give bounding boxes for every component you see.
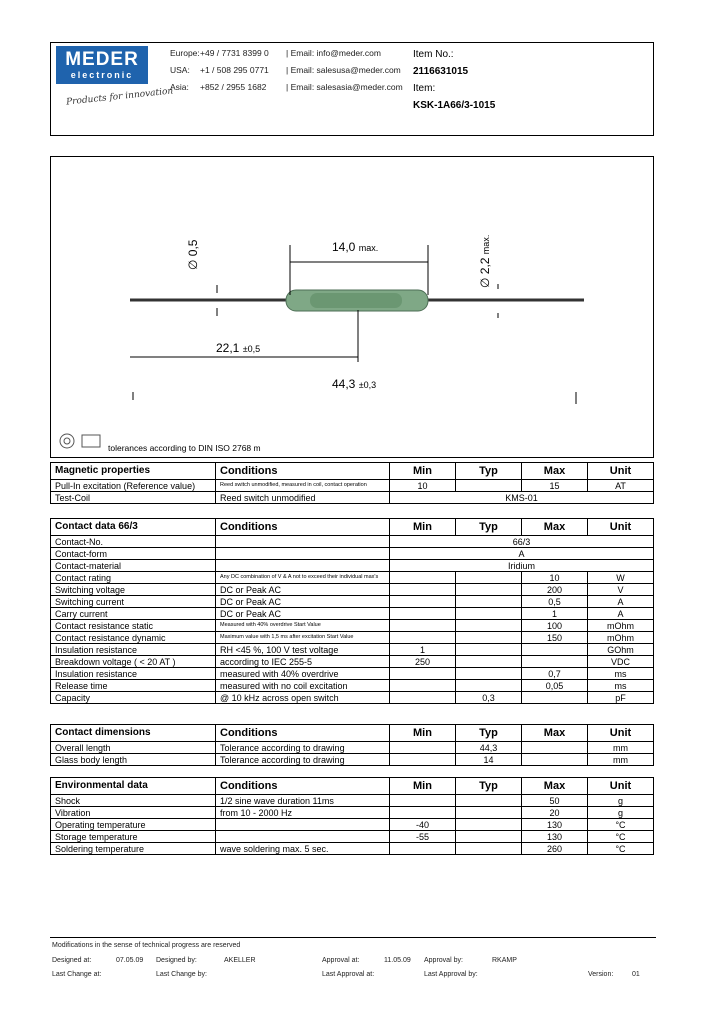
contact-phone-asia: +852 / 2955 1682 xyxy=(200,82,267,92)
row-typ xyxy=(456,620,522,632)
row-name: Breakdown voltage ( < 20 AT ) xyxy=(51,656,216,668)
table-row xyxy=(51,560,654,572)
col-max: Max xyxy=(522,519,588,536)
row-span-value: A xyxy=(390,548,654,560)
row-span-value: 66/3 xyxy=(390,536,654,548)
table-row xyxy=(51,668,654,680)
approval-by-label: Approval by: xyxy=(424,957,463,964)
row-name: Release time xyxy=(51,680,216,692)
row-unit: GOhm xyxy=(588,644,654,656)
row-cond: Any DC combination of V & A not to exceed their individual max's xyxy=(216,572,390,584)
row-unit: W xyxy=(588,572,654,584)
row-cond: DC or Peak AC xyxy=(216,584,390,596)
projection-symbol xyxy=(64,438,70,444)
table-header-row xyxy=(51,778,654,795)
dim-lead-length-tol: ±0,5 xyxy=(242,344,261,354)
table-row xyxy=(51,795,654,807)
row-cond: 1/2 sine wave duration 11ms xyxy=(216,795,390,807)
row-name: Test-Coil xyxy=(51,492,216,504)
row-min xyxy=(390,843,456,855)
table-row xyxy=(51,632,654,644)
row-span-value: KMS-01 xyxy=(390,492,654,504)
row-typ xyxy=(456,584,522,596)
row-unit: g xyxy=(588,807,654,819)
table-title: Contact data 66/3 xyxy=(51,519,216,536)
table-row xyxy=(51,572,654,584)
contact-region-europe: Europe: xyxy=(170,48,200,58)
col-typ: Typ xyxy=(456,463,522,480)
row-min xyxy=(390,795,456,807)
row-typ xyxy=(456,680,522,692)
col-unit: Unit xyxy=(588,778,654,795)
row-name: Pull-In excitation (Reference value) xyxy=(51,480,216,492)
col-typ: Typ xyxy=(456,778,522,795)
glass-body-inner xyxy=(310,293,402,308)
dim-total-length-tol: ±0,3 xyxy=(358,380,377,390)
reed-switch-drawing xyxy=(0,0,720,470)
row-unit: A xyxy=(588,608,654,620)
row-name: Shock xyxy=(51,795,216,807)
table-row xyxy=(51,492,654,504)
dim-lead-diameter: ∅ 0,5 xyxy=(186,239,200,270)
row-cond: Measured with 40% overdrive Start Value xyxy=(216,620,390,632)
last-approval-at-label: Last Approval at: xyxy=(322,971,375,978)
table-row xyxy=(51,692,654,704)
table-row xyxy=(51,584,654,596)
row-unit: mOhm xyxy=(588,620,654,632)
row-max xyxy=(522,644,588,656)
table-row xyxy=(51,608,654,620)
row-min xyxy=(390,692,456,704)
approval-by-value: RKAMP xyxy=(492,957,517,964)
dim-lead-length-value: 22,1 xyxy=(216,341,240,355)
row-cond: Reed switch unmodified xyxy=(216,492,390,504)
row-unit: VDC xyxy=(588,656,654,668)
table-row xyxy=(51,680,654,692)
col-min: Min xyxy=(390,778,456,795)
row-min: -55 xyxy=(390,831,456,843)
dim-total-length-value: 44,3 xyxy=(332,377,356,391)
table-row xyxy=(51,644,654,656)
row-name: Soldering temperature xyxy=(51,843,216,855)
row-typ xyxy=(456,656,522,668)
logo-sub-text: electronic xyxy=(70,70,134,80)
row-typ xyxy=(456,480,522,492)
row-min: 250 xyxy=(390,656,456,668)
row-cond: DC or Peak AC xyxy=(216,596,390,608)
row-cond xyxy=(216,819,390,831)
row-min xyxy=(390,620,456,632)
contact-phone-europe: +49 / 7731 8399 0 xyxy=(200,48,269,58)
row-max xyxy=(522,656,588,668)
row-cond: Tolerance according to drawing xyxy=(216,742,390,754)
dim-body-length-value: 14,0 xyxy=(332,240,356,254)
row-typ xyxy=(456,596,522,608)
table-row xyxy=(51,754,654,766)
row-min: 10 xyxy=(390,480,456,492)
row-max: 50 xyxy=(522,795,588,807)
last-approval-by-label: Last Approval by: xyxy=(424,971,478,978)
row-name: Switching current xyxy=(51,596,216,608)
row-unit: AT xyxy=(588,480,654,492)
row-typ xyxy=(456,819,522,831)
row-min xyxy=(390,632,456,644)
contact-region-usa: USA: xyxy=(170,65,190,75)
table-row xyxy=(51,843,654,855)
col-conditions: Conditions xyxy=(216,778,390,795)
row-max: 10 xyxy=(522,572,588,584)
item-no-label: Item No.: xyxy=(413,49,454,60)
contact-data-table xyxy=(50,518,654,704)
projection-symbol xyxy=(60,434,74,448)
row-typ: 0,3 xyxy=(456,692,522,704)
dim-total-length xyxy=(332,377,376,391)
item-value: KSK-1A66/3-1015 xyxy=(413,100,496,111)
row-max: 15 xyxy=(522,480,588,492)
dim-lead-length xyxy=(216,341,260,355)
footer-divider xyxy=(50,937,656,938)
designed-by-value: AKELLER xyxy=(224,957,256,964)
col-unit: Unit xyxy=(588,519,654,536)
row-name: Contact resistance dynamic xyxy=(51,632,216,644)
table-row xyxy=(51,620,654,632)
row-unit: °C xyxy=(588,819,654,831)
row-name: Contact-form xyxy=(51,548,216,560)
col-max: Max xyxy=(522,778,588,795)
col-min: Min xyxy=(390,463,456,480)
table-title: Environmental data xyxy=(51,778,216,795)
table-row xyxy=(51,831,654,843)
row-unit: °C xyxy=(588,831,654,843)
dim-body-diameter-suffix: max. xyxy=(481,234,491,255)
col-conditions: Conditions xyxy=(216,463,390,480)
row-name: Contact-material xyxy=(51,560,216,572)
row-cond xyxy=(216,536,390,548)
table-row xyxy=(51,819,654,831)
row-typ xyxy=(456,632,522,644)
row-max: 1 xyxy=(522,608,588,620)
modification-note: Modifications in the sense of technical progress are reserved xyxy=(52,942,241,949)
row-max: 150 xyxy=(522,632,588,644)
row-unit: A xyxy=(588,596,654,608)
row-min xyxy=(390,668,456,680)
row-min xyxy=(390,754,456,766)
row-name: Insulation resistance xyxy=(51,644,216,656)
row-unit: mOhm xyxy=(588,632,654,644)
row-min xyxy=(390,608,456,620)
row-name: Capacity xyxy=(51,692,216,704)
version-value: 01 xyxy=(632,971,640,978)
row-unit: ms xyxy=(588,680,654,692)
row-max: 100 xyxy=(522,620,588,632)
row-min xyxy=(390,680,456,692)
approval-at-label: Approval at: xyxy=(322,957,360,964)
projection-symbol xyxy=(82,435,100,447)
item-no-value: 2116631015 xyxy=(413,66,469,77)
table-row xyxy=(51,656,654,668)
row-min: 1 xyxy=(390,644,456,656)
designed-at-label: Designed at: xyxy=(52,957,92,964)
approval-at-value: 11.05.09 xyxy=(384,957,411,964)
col-max: Max xyxy=(522,463,588,480)
row-cond: according to IEC 255-5 xyxy=(216,656,390,668)
dim-body-length xyxy=(332,240,378,254)
row-typ: 14 xyxy=(456,754,522,766)
col-unit: Unit xyxy=(588,725,654,742)
row-typ xyxy=(456,572,522,584)
logo-tagline: Products for innovation xyxy=(65,86,174,108)
row-typ xyxy=(456,795,522,807)
table-row xyxy=(51,807,654,819)
dim-body-length-suffix: max. xyxy=(358,243,379,253)
contact-region-asia: Asia: xyxy=(170,82,189,92)
row-typ xyxy=(456,843,522,855)
row-name: Contact-No. xyxy=(51,536,216,548)
row-max: 0,05 xyxy=(522,680,588,692)
row-unit: V xyxy=(588,584,654,596)
row-cond: @ 10 kHz across open switch xyxy=(216,692,390,704)
designed-by-label: Designed by: xyxy=(156,957,197,964)
row-min xyxy=(390,572,456,584)
row-typ xyxy=(456,668,522,680)
table-header-row xyxy=(51,519,654,536)
environmental-data-table xyxy=(50,777,654,855)
row-max: 0,7 xyxy=(522,668,588,680)
row-cond: RH <45 %, 100 V test voltage xyxy=(216,644,390,656)
row-cond: Tolerance according to drawing xyxy=(216,754,390,766)
row-min: -40 xyxy=(390,819,456,831)
logo-main-text: MEDER xyxy=(65,49,139,70)
row-min xyxy=(390,742,456,754)
col-typ: Typ xyxy=(456,519,522,536)
contact-dimensions-table xyxy=(50,724,654,766)
table-row xyxy=(51,548,654,560)
row-min xyxy=(390,807,456,819)
table-title: Magnetic properties xyxy=(51,463,216,480)
table-row xyxy=(51,536,654,548)
row-unit: mm xyxy=(588,742,654,754)
row-cond xyxy=(216,548,390,560)
row-cond: measured with no coil excitation xyxy=(216,680,390,692)
col-unit: Unit xyxy=(588,463,654,480)
row-max xyxy=(522,692,588,704)
table-title: Contact dimensions xyxy=(51,725,216,742)
row-unit: ms xyxy=(588,668,654,680)
contact-phone-usa: +1 / 508 295 0771 xyxy=(200,65,269,75)
row-max xyxy=(522,754,588,766)
tolerance-note: tolerances according to DIN ISO 2768 m xyxy=(108,443,261,453)
designed-at-value: 07.05.09 xyxy=(116,957,144,964)
row-name: Operating temperature xyxy=(51,819,216,831)
table-header-row xyxy=(51,463,654,480)
row-cond: measured with 40% overdrive xyxy=(216,668,390,680)
row-span-value: Iridium xyxy=(390,560,654,572)
row-cond: Maximum value with 1,5 ms after excitation Start Value xyxy=(216,632,390,644)
row-min xyxy=(390,596,456,608)
row-min xyxy=(390,584,456,596)
col-typ: Typ xyxy=(456,725,522,742)
version-label: Version: xyxy=(588,971,614,978)
row-name: Vibration xyxy=(51,807,216,819)
item-label: Item: xyxy=(413,83,436,94)
contact-email-europe: | Email: info@meder.com xyxy=(286,48,381,58)
col-conditions: Conditions xyxy=(216,519,390,536)
col-max: Max xyxy=(522,725,588,742)
row-cond xyxy=(216,831,390,843)
contact-email-asia: | Email: salesasia@meder.com xyxy=(286,82,403,92)
row-max: 0,5 xyxy=(522,596,588,608)
row-typ xyxy=(456,807,522,819)
row-name: Contact resistance static xyxy=(51,620,216,632)
row-typ: 44,3 xyxy=(456,742,522,754)
contact-email-usa: | Email: salesusa@meder.com xyxy=(286,65,401,75)
row-cond: DC or Peak AC xyxy=(216,608,390,620)
row-name: Overall length xyxy=(51,742,216,754)
row-cond: wave soldering max. 5 sec. xyxy=(216,843,390,855)
row-typ xyxy=(456,831,522,843)
row-cond: from 10 - 2000 Hz xyxy=(216,807,390,819)
dim-body-diameter-value: ∅ 2,2 xyxy=(478,257,492,288)
row-max: 260 xyxy=(522,843,588,855)
row-name: Glass body length xyxy=(51,754,216,766)
row-unit: g xyxy=(588,795,654,807)
row-cond xyxy=(216,560,390,572)
row-unit: °C xyxy=(588,843,654,855)
col-conditions: Conditions xyxy=(216,725,390,742)
row-max xyxy=(522,742,588,754)
table-row xyxy=(51,596,654,608)
table-row xyxy=(51,742,654,754)
last-change-by-label: Last Change by: xyxy=(156,971,207,978)
last-change-at-label: Last Change at: xyxy=(52,971,102,978)
dim-body-diameter xyxy=(478,235,492,288)
table-header-row xyxy=(51,725,654,742)
row-unit: pF xyxy=(588,692,654,704)
magnetic-properties-table xyxy=(50,462,654,504)
row-name: Contact rating xyxy=(51,572,216,584)
row-name: Storage temperature xyxy=(51,831,216,843)
row-typ xyxy=(456,608,522,620)
col-min: Min xyxy=(390,519,456,536)
row-max: 130 xyxy=(522,819,588,831)
col-min: Min xyxy=(390,725,456,742)
row-typ xyxy=(456,644,522,656)
row-max: 20 xyxy=(522,807,588,819)
row-name: Carry current xyxy=(51,608,216,620)
row-max: 200 xyxy=(522,584,588,596)
table-row xyxy=(51,480,654,492)
row-name: Switching voltage xyxy=(51,584,216,596)
row-max: 130 xyxy=(522,831,588,843)
row-cond: Reed switch unmodified, measured in coil, contact operation xyxy=(216,480,390,492)
row-unit: mm xyxy=(588,754,654,766)
row-name: Insulation resistance xyxy=(51,668,216,680)
